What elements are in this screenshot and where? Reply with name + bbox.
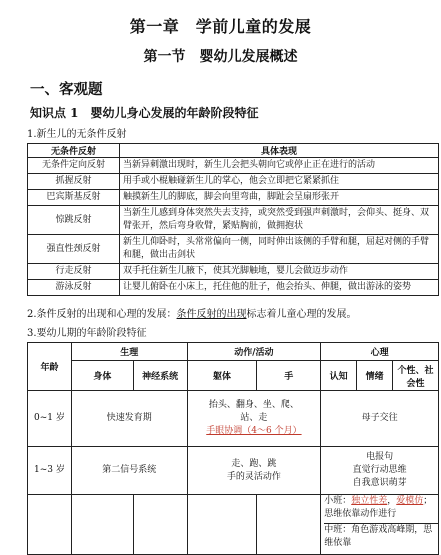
reflex-name: 惊跳反射	[28, 206, 120, 235]
psychology-line: 电报句	[366, 452, 394, 462]
reflex-description: 触摸新生儿的脚底，脚会向里弯曲，脚趾会呈扇形张开	[120, 190, 439, 206]
action-line: 站、走	[240, 413, 268, 423]
table-header: 具体表现	[120, 144, 439, 158]
action-line: 手的灵活动作	[226, 471, 281, 482]
psychology-line	[324, 495, 438, 521]
header-trunk: 躯体	[187, 361, 257, 391]
table-header-row	[28, 144, 439, 158]
reflex-description: 双手托住新生儿腋下，使其光脚触地，婴儿会做迈步动作	[120, 264, 439, 280]
header-physiology: 生理	[71, 343, 187, 361]
header-emotion: 情绪	[357, 361, 393, 391]
table-row	[28, 447, 439, 495]
header-nervous-system: 神经系统	[133, 361, 187, 391]
header-cognition: 认知	[321, 361, 357, 391]
reflex-name: 巴宾斯基反射	[28, 190, 120, 206]
chapter-title: 第一章 学前儿童的发展	[129, 17, 312, 36]
reflex-name: 无条件定向反射	[28, 158, 120, 174]
table-row	[28, 495, 439, 555]
table-header-row	[28, 343, 439, 361]
psychology-cell	[321, 495, 439, 555]
psychology-text: ；思维依靠动作进行	[324, 496, 433, 519]
psychology-cell	[321, 447, 439, 495]
psychology-line: 自我意识萌芽	[352, 478, 407, 488]
table-row	[28, 391, 439, 447]
header-personality: 个性、社会性	[393, 361, 439, 391]
table-row	[28, 280, 439, 296]
table-row	[28, 264, 439, 280]
header-body: 身体	[71, 361, 133, 391]
reflex-description: 当新生儿感到身体突然失去支持，或突然受到强声刺激时，会仰头、挺身、双臂张开，然后弯身收臂，紧贴胸前，做拥抱状	[120, 206, 439, 235]
age-cell: 1~3 岁	[28, 447, 72, 495]
table-row	[28, 158, 439, 174]
table-header: 无条件反射	[28, 144, 120, 158]
part-title: 一、客观题	[30, 81, 103, 98]
table-subheader-row	[28, 361, 439, 391]
physiology-cell	[71, 495, 133, 555]
action-cell	[187, 495, 257, 555]
reflex-table	[27, 143, 439, 296]
highlight-phrase: 独立性差	[351, 496, 388, 506]
knowledge-point-title: 知识点 1 婴幼儿身心发展的年龄阶段特征	[30, 106, 259, 120]
action-cell	[187, 447, 321, 495]
table-row	[28, 174, 439, 190]
psychology-line: 中班：角色游戏高峰期，思维依靠	[324, 523, 438, 550]
item-2-prefix: 2.条件反射的出现和心理的发展：	[27, 309, 177, 320]
table-row	[28, 235, 439, 264]
item-2-text	[27, 305, 357, 320]
reflex-name: 强直性颈反射	[28, 235, 120, 264]
highlight-phrase: 爱模仿	[396, 496, 424, 506]
reflex-description: 新生儿仰卧时，头常常偏向一侧，同时伸出该侧的手臂和腿，屈起对侧的手臂和腿，做出击剑状	[120, 235, 439, 264]
header-action: 动作/活动	[187, 343, 321, 361]
psychology-cell: 母子交往	[321, 391, 439, 447]
section-title: 第一节 婴幼儿发展概述	[143, 49, 298, 65]
psychology-line: 直觉行动思维	[352, 465, 407, 475]
physiology-cell	[133, 495, 187, 555]
physiology-cell: 第二信号系统	[71, 447, 187, 495]
reflex-name: 抓握反射	[28, 174, 120, 190]
reflex-name: 行走反射	[28, 264, 120, 280]
action-cell	[257, 495, 321, 555]
age-cell: 0~1 岁	[28, 391, 72, 447]
item-1-heading: 1.新生儿的无条件反射	[27, 129, 127, 140]
item-3-heading: 3.要幼儿期的年龄阶段特征	[27, 328, 147, 339]
table-row	[28, 190, 439, 206]
physiology-cell: 快速发育期	[71, 391, 187, 447]
item-2-suffix: 标志着儿童心理的发展。	[246, 309, 357, 320]
action-line: 走、跑、跳	[231, 458, 277, 469]
header-hand: 手	[257, 361, 321, 391]
action-line: 抬头、翻身、坐、爬、	[208, 400, 299, 410]
action-line-highlight: 手眼协调（4～6 个月）	[206, 426, 302, 436]
header-psychology: 心理	[321, 343, 439, 361]
reflex-description: 用手或小棍触碰新生儿的掌心，他会立即把它紧紧抓住	[120, 174, 439, 190]
age-cell	[28, 495, 72, 555]
reflex-description: 当新异刺激出现时，新生儿会把头朝向它或停止正在进行的活动	[120, 158, 439, 174]
action-cell	[187, 391, 321, 447]
item-2-underlined: 条件反射的出现	[176, 309, 247, 320]
reflex-name: 游泳反射	[28, 280, 120, 296]
reflex-description: 让婴儿俯卧在小床上，托住他的肚子，他会抬头、伸腿，做出游泳的姿势	[120, 280, 439, 296]
separator: ，	[387, 496, 397, 506]
header-age: 年龄	[28, 343, 72, 391]
table-row	[28, 206, 439, 235]
class-label: 小班：	[324, 496, 352, 506]
age-stage-table	[27, 342, 439, 555]
